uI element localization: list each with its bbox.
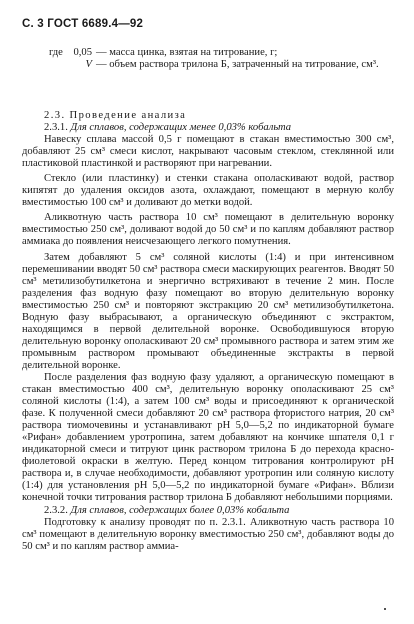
- page-mark: [384, 608, 386, 610]
- definition-term: V: [85, 59, 92, 71]
- paragraph: Затем добавляют 5 см³ соляной кислоты (1:4) и при интенсивном перемешивании вводят 50 см³ раствора смеси маскирующих реагентов. Вводят 50 см³ метилизобутилкетона и энергично встряхивают в течение 2 мин. После разделения фаз водную фазу помещают во вторую делительную воронку вместимостью 250 см³ и повторяют экстракцию 20 см³ метилизобутилкетона. Водную фазу выбрасывают, а органическую объединяют с экстрактом, находящимся в первой делительной воронке. Освободившуюся вторую делительную воронку ополаскивают 20 см³ промывного раствора и затем этим же промывным раствором промывают объединенные экстракты в первой делительной воронке.: [22, 251, 394, 371]
- paragraph: Стекло (или пластинку) и стенки стакана ополаскивают водой, раствор кипятят до удаления оксидов азота, охлаждают, помещают в мерную колбу вместимостью 100 см³ и доливают до метки водой.: [22, 173, 394, 209]
- subsection-heading: 2.3.1. Для сплавов, содержащих менее 0,03% кобальта: [44, 122, 292, 134]
- definition-text: — масса цинка, взятая на титрование, г;: [96, 47, 278, 58]
- definition-text: — объем раствора трилона Б, затраченный на титрование, см³.: [96, 59, 379, 71]
- definition-row: [22, 59, 394, 71]
- paragraph: Навеску сплава массой 0,5 г помещают в стакан вместимостью 300 см³, добавляют 25 см³ смеси кислот, накрывают часовым стеклом, стеклянной или пластиковой пластинкой и растворяют при нагревании.: [22, 134, 394, 170]
- paragraph: Аликвотную часть раствора 10 см³ помещают в делительную воронку вместимостью 250 см³, доливают водой до 50 см³ и по каплям добавляют раствор аммиака до появления неисчезающего легкого помутнения.: [22, 212, 394, 248]
- formula-definitions: [22, 47, 394, 71]
- definition-row: [22, 47, 394, 59]
- definition-term: где 0,05: [48, 47, 92, 58]
- paragraph: Подготовку к анализу проводят по п. 2.3.1. Аликвотную часть раствора 10 см³ помещают в делительную воронку вместимостью 250 см³, добавляют воды до 50 см³ и по каплям раствор аммиа-: [22, 516, 394, 552]
- document-body: [22, 110, 394, 553]
- page-header: С. 3 ГОСТ 6689.4—92: [22, 18, 144, 30]
- section-title: 2.3. Проведение анализа: [44, 110, 187, 121]
- subsection-heading: 2.3.2. Для сплавов, содержащих более 0,03% кобальта: [44, 504, 290, 516]
- paragraph: После разделения фаз водную фазу удаляют, а органическую помещают в стакан вместимостью 400 см³, делительную воронку ополаскивают 25 см³ соляной кислоты (1:4), а затем 100 см³ воды и присоединяют к органической фазе. К полученной смеси добавляют 20 см³ раствора фтористого натрия, 20 см³ раствора тиомочевины и устанавливают рН 5,0—5,2 по индикаторной бумаге «Рифан» добавлением уротропина, затем добавляют на кончике шпателя 0,1 г индикаторной смеси и титруют цинк раствором трилона Б до перехода красно-фиолетовой окраски в желтую. Перед концом титрования контролируют рН раствора и, в случае необходимости, добавляют уротропин или соляную кислоту (1:4) для установления рН 5,0—5,2 по индикаторной бумаге «Рифан». Вблизи конечной точки титрования раствор трилона Б добавляют небольшими порциями.: [22, 371, 394, 504]
